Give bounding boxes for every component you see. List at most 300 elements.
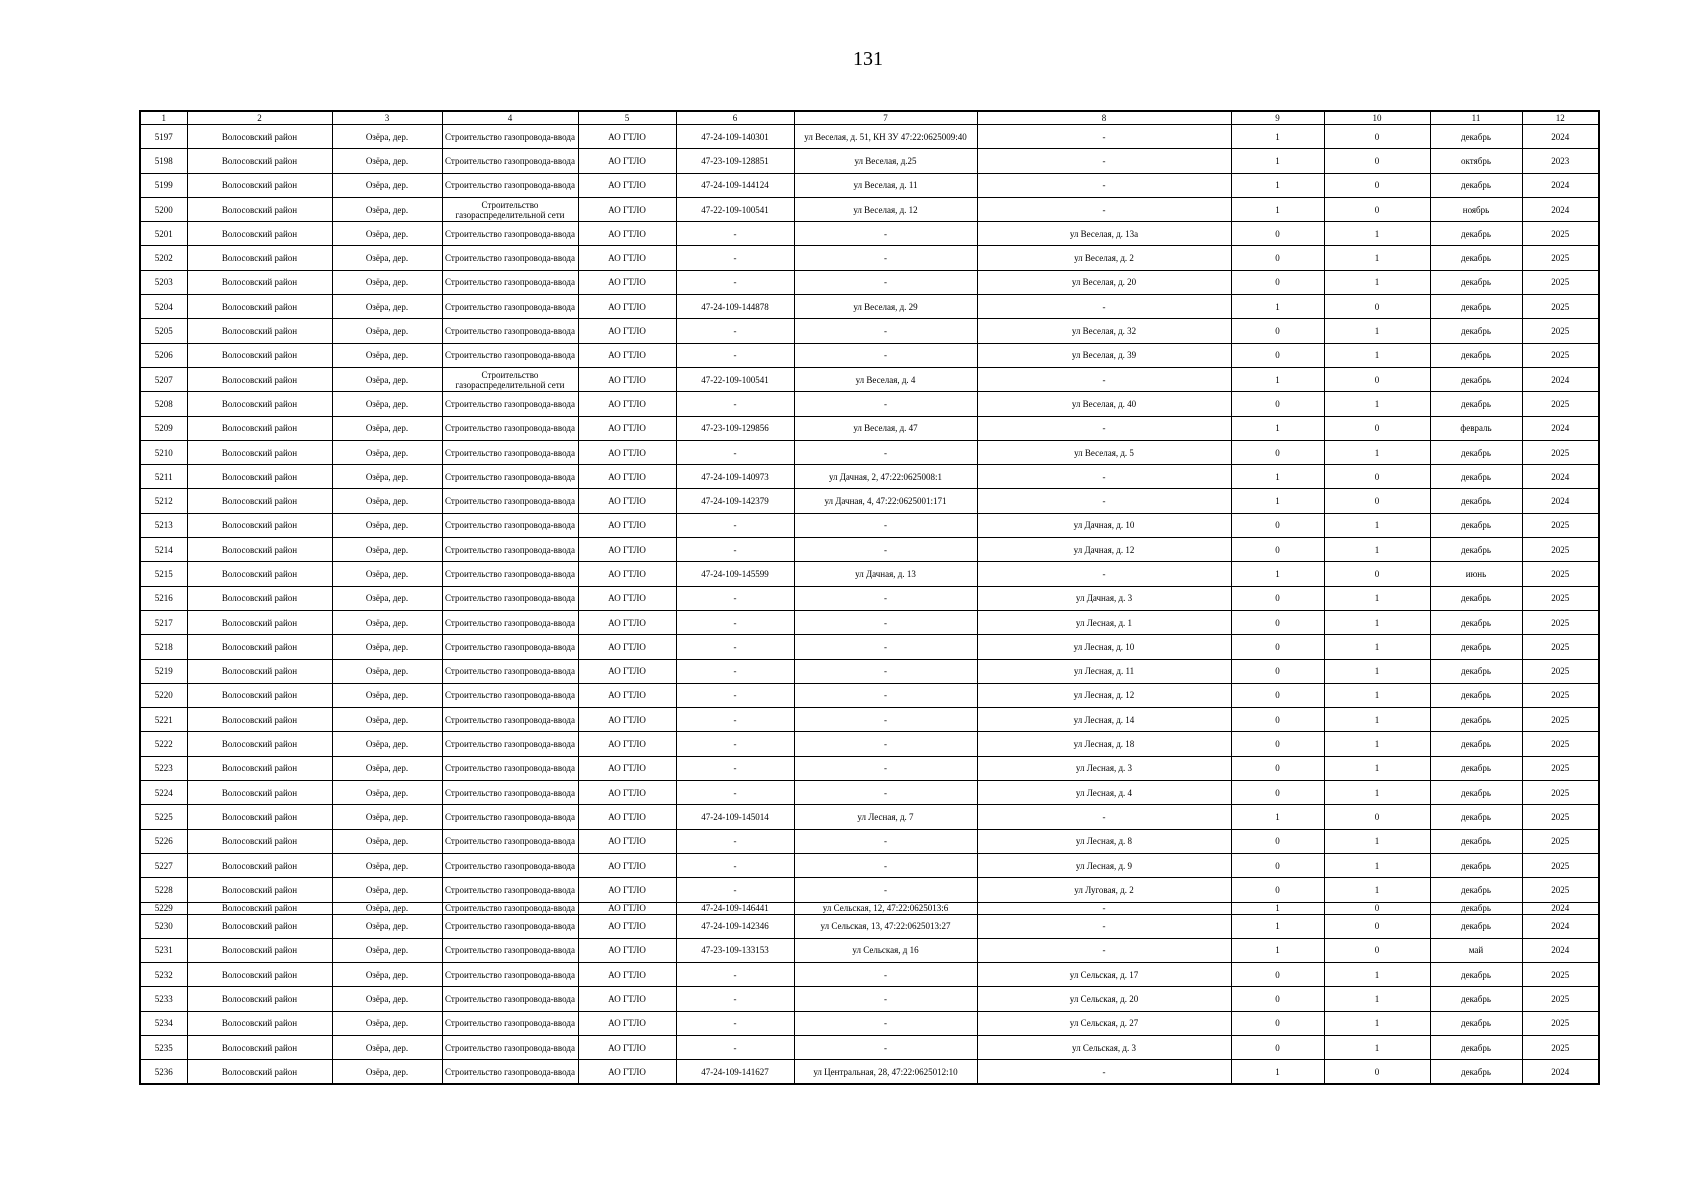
cell-count-planned: 1 xyxy=(1324,513,1430,537)
cell-address-permitted: ул Сельская, д 16 xyxy=(794,938,977,962)
cell-work-type: Строительство газопровода-ввода xyxy=(442,1060,578,1084)
cell-count-permitted: 0 xyxy=(1231,343,1324,367)
cell-work-type: Строительство газопровода-ввода xyxy=(442,635,578,659)
table-row xyxy=(140,635,1599,659)
cell-count-permitted: 0 xyxy=(1231,586,1324,610)
cell-row-number: 5226 xyxy=(140,829,187,853)
cell-work-type: Строительство газопровода-ввода xyxy=(442,914,578,938)
cell-settlement: Озёра, дер. xyxy=(332,319,442,343)
cell-district: Волосовский район xyxy=(187,295,332,319)
table-row xyxy=(140,367,1599,391)
cell-district: Волосовский район xyxy=(187,1060,332,1084)
cell-work-type: Строительство газопровода-ввода xyxy=(442,465,578,489)
cell-work-type: Строительство газопровода-ввода xyxy=(442,1035,578,1059)
page-number: 131 xyxy=(853,48,883,70)
cell-district: Волосовский район xyxy=(187,513,332,537)
cell-district: Волосовский район xyxy=(187,343,332,367)
cell-month: декабрь xyxy=(1430,683,1522,707)
cell-permit-number: 47-23-109-129856 xyxy=(676,416,794,440)
cell-work-type: Строительство газопровода-ввода xyxy=(442,222,578,246)
cell-year: 2025 xyxy=(1522,513,1599,537)
cell-row-number: 5228 xyxy=(140,878,187,902)
cell-count-permitted: 0 xyxy=(1231,781,1324,805)
cell-work-type: Строительство газораспределительной сети xyxy=(442,367,578,391)
cell-district: Волосовский район xyxy=(187,586,332,610)
cell-address-permitted: - xyxy=(794,829,977,853)
cell-work-type: Строительство газопровода-ввода xyxy=(442,343,578,367)
table-row xyxy=(140,562,1599,586)
cell-district: Волосовский район xyxy=(187,938,332,962)
cell-permit-number: - xyxy=(676,440,794,464)
table-row xyxy=(140,938,1599,962)
cell-month: февраль xyxy=(1430,416,1522,440)
cell-organization: АО ГТЛО xyxy=(578,805,676,829)
cell-organization: АО ГТЛО xyxy=(578,938,676,962)
cell-year: 2025 xyxy=(1522,246,1599,270)
cell-year: 2025 xyxy=(1522,829,1599,853)
cell-address-permitted: - xyxy=(794,878,977,902)
cell-year: 2025 xyxy=(1522,683,1599,707)
cell-address-planned: ул Сельская, д. 27 xyxy=(977,1011,1231,1035)
table-row xyxy=(140,781,1599,805)
cell-row-number: 5209 xyxy=(140,416,187,440)
cell-work-type: Строительство газопровода-ввода xyxy=(442,392,578,416)
cell-count-planned: 1 xyxy=(1324,659,1430,683)
cell-address-planned: ул Сельская, д. 17 xyxy=(977,963,1231,987)
column-header-8: 8 xyxy=(977,111,1231,125)
cell-year: 2025 xyxy=(1522,1035,1599,1059)
cell-month: декабрь xyxy=(1430,610,1522,634)
cell-month: декабрь xyxy=(1430,343,1522,367)
cell-month: декабрь xyxy=(1430,513,1522,537)
cell-count-planned: 0 xyxy=(1324,197,1430,221)
cell-organization: АО ГТЛО xyxy=(578,708,676,732)
cell-month: декабрь xyxy=(1430,538,1522,562)
cell-address-permitted: - xyxy=(794,635,977,659)
cell-count-planned: 1 xyxy=(1324,708,1430,732)
cell-row-number: 5221 xyxy=(140,708,187,732)
cell-count-permitted: 1 xyxy=(1231,938,1324,962)
cell-work-type: Строительство газопровода-ввода xyxy=(442,756,578,780)
cell-organization: АО ГТЛО xyxy=(578,416,676,440)
cell-organization: АО ГТЛО xyxy=(578,683,676,707)
cell-work-type: Строительство газопровода-ввода xyxy=(442,149,578,173)
cell-address-planned: ул Лесная, д. 1 xyxy=(977,610,1231,634)
cell-count-permitted: 0 xyxy=(1231,853,1324,877)
table-row xyxy=(140,805,1599,829)
table-row xyxy=(140,197,1599,221)
cell-organization: АО ГТЛО xyxy=(578,343,676,367)
cell-settlement: Озёра, дер. xyxy=(332,683,442,707)
cell-month: декабрь xyxy=(1430,173,1522,197)
cell-district: Волосовский район xyxy=(187,987,332,1011)
column-header-7: 7 xyxy=(794,111,977,125)
cell-row-number: 5207 xyxy=(140,367,187,391)
cell-district: Волосовский район xyxy=(187,1035,332,1059)
cell-month: декабрь xyxy=(1430,489,1522,513)
cell-address-permitted: - xyxy=(794,538,977,562)
cell-permit-number: - xyxy=(676,963,794,987)
cell-work-type: Строительство газопровода-ввода xyxy=(442,732,578,756)
cell-district: Волосовский район xyxy=(187,610,332,634)
cell-month: декабрь xyxy=(1430,756,1522,780)
cell-district: Волосовский район xyxy=(187,197,332,221)
cell-organization: АО ГТЛО xyxy=(578,635,676,659)
cell-row-number: 5220 xyxy=(140,683,187,707)
cell-year: 2024 xyxy=(1522,914,1599,938)
cell-permit-number: 47-24-109-146441 xyxy=(676,902,794,914)
cell-count-planned: 0 xyxy=(1324,465,1430,489)
cell-permit-number: - xyxy=(676,586,794,610)
cell-permit-number: - xyxy=(676,683,794,707)
cell-organization: АО ГТЛО xyxy=(578,465,676,489)
cell-settlement: Озёра, дер. xyxy=(332,416,442,440)
cell-address-permitted: ул Веселая, д. 47 xyxy=(794,416,977,440)
table-header xyxy=(140,111,1599,125)
cell-year: 2024 xyxy=(1522,465,1599,489)
cell-month: декабрь xyxy=(1430,635,1522,659)
cell-row-number: 5232 xyxy=(140,963,187,987)
cell-permit-number: - xyxy=(676,538,794,562)
cell-district: Волосовский район xyxy=(187,562,332,586)
cell-district: Волосовский район xyxy=(187,489,332,513)
cell-month: декабрь xyxy=(1430,222,1522,246)
cell-work-type: Строительство газопровода-ввода xyxy=(442,586,578,610)
cell-address-permitted: - xyxy=(794,586,977,610)
table-row xyxy=(140,319,1599,343)
cell-year: 2024 xyxy=(1522,416,1599,440)
cell-count-permitted: 1 xyxy=(1231,914,1324,938)
cell-permit-number: - xyxy=(676,732,794,756)
table-row xyxy=(140,853,1599,877)
cell-district: Волосовский район xyxy=(187,367,332,391)
cell-permit-number: 47-22-109-100541 xyxy=(676,197,794,221)
cell-year: 2025 xyxy=(1522,562,1599,586)
cell-row-number: 5219 xyxy=(140,659,187,683)
cell-count-permitted: 0 xyxy=(1231,732,1324,756)
cell-address-permitted: ул Дачная, 4, 47:22:0625001:171 xyxy=(794,489,977,513)
cell-row-number: 5199 xyxy=(140,173,187,197)
cell-count-permitted: 0 xyxy=(1231,878,1324,902)
cell-count-planned: 0 xyxy=(1324,149,1430,173)
cell-address-permitted: - xyxy=(794,732,977,756)
cell-address-planned: ул Лесная, д. 3 xyxy=(977,756,1231,780)
cell-settlement: Озёра, дер. xyxy=(332,1035,442,1059)
cell-organization: АО ГТЛО xyxy=(578,987,676,1011)
cell-district: Волосовский район xyxy=(187,149,332,173)
column-header-6: 6 xyxy=(676,111,794,125)
cell-permit-number: - xyxy=(676,392,794,416)
cell-address-planned: ул Лесная, д. 18 xyxy=(977,732,1231,756)
cell-permit-number: 47-24-109-140301 xyxy=(676,125,794,149)
cell-permit-number: 47-23-109-133153 xyxy=(676,938,794,962)
cell-address-planned: - xyxy=(977,367,1231,391)
cell-settlement: Озёра, дер. xyxy=(332,756,442,780)
cell-month: декабрь xyxy=(1430,878,1522,902)
cell-year: 2025 xyxy=(1522,659,1599,683)
cell-organization: АО ГТЛО xyxy=(578,902,676,914)
cell-address-permitted: - xyxy=(794,756,977,780)
cell-month: декабрь xyxy=(1430,319,1522,343)
cell-address-permitted: - xyxy=(794,440,977,464)
cell-permit-number: 47-24-109-140973 xyxy=(676,465,794,489)
cell-month: декабрь xyxy=(1430,914,1522,938)
cell-row-number: 5231 xyxy=(140,938,187,962)
table-row xyxy=(140,878,1599,902)
cell-address-planned: ул Лесная, д. 10 xyxy=(977,635,1231,659)
cell-row-number: 5230 xyxy=(140,914,187,938)
cell-district: Волосовский район xyxy=(187,853,332,877)
cell-count-planned: 0 xyxy=(1324,125,1430,149)
column-header-1: 1 xyxy=(140,111,187,125)
cell-permit-number: 47-24-109-142379 xyxy=(676,489,794,513)
cell-address-planned: - xyxy=(977,914,1231,938)
cell-organization: АО ГТЛО xyxy=(578,538,676,562)
cell-year: 2024 xyxy=(1522,125,1599,149)
cell-year: 2024 xyxy=(1522,489,1599,513)
cell-work-type: Строительство газопровода-ввода xyxy=(442,829,578,853)
cell-month: декабрь xyxy=(1430,125,1522,149)
cell-address-permitted: ул Дачная, 2, 47:22:0625008:1 xyxy=(794,465,977,489)
cell-row-number: 5214 xyxy=(140,538,187,562)
cell-row-number: 5210 xyxy=(140,440,187,464)
cell-month: июнь xyxy=(1430,562,1522,586)
cell-permit-number: - xyxy=(676,878,794,902)
cell-count-permitted: 1 xyxy=(1231,902,1324,914)
cell-row-number: 5224 xyxy=(140,781,187,805)
cell-count-planned: 0 xyxy=(1324,416,1430,440)
cell-settlement: Озёра, дер. xyxy=(332,805,442,829)
cell-count-permitted: 0 xyxy=(1231,987,1324,1011)
cell-settlement: Озёра, дер. xyxy=(332,853,442,877)
cell-count-planned: 1 xyxy=(1324,222,1430,246)
cell-address-planned: - xyxy=(977,173,1231,197)
cell-settlement: Озёра, дер. xyxy=(332,295,442,319)
cell-address-permitted: ул Сельская, 12, 47:22:0625013:6 xyxy=(794,902,977,914)
cell-row-number: 5218 xyxy=(140,635,187,659)
cell-address-planned: - xyxy=(977,295,1231,319)
column-header-2: 2 xyxy=(187,111,332,125)
cell-settlement: Озёра, дер. xyxy=(332,732,442,756)
cell-address-permitted: - xyxy=(794,246,977,270)
cell-count-permitted: 0 xyxy=(1231,222,1324,246)
table-row xyxy=(140,829,1599,853)
cell-organization: АО ГТЛО xyxy=(578,1011,676,1035)
cell-count-planned: 1 xyxy=(1324,781,1430,805)
cell-settlement: Озёра, дер. xyxy=(332,489,442,513)
cell-address-permitted: - xyxy=(794,963,977,987)
cell-address-permitted: - xyxy=(794,1011,977,1035)
cell-address-permitted: ул Лесная, д. 7 xyxy=(794,805,977,829)
cell-address-planned: - xyxy=(977,416,1231,440)
table-row xyxy=(140,489,1599,513)
column-header-5: 5 xyxy=(578,111,676,125)
cell-district: Волосовский район xyxy=(187,805,332,829)
cell-permit-number: 47-23-109-128851 xyxy=(676,149,794,173)
cell-organization: АО ГТЛО xyxy=(578,878,676,902)
cell-year: 2025 xyxy=(1522,610,1599,634)
cell-organization: АО ГТЛО xyxy=(578,781,676,805)
cell-year: 2025 xyxy=(1522,708,1599,732)
cell-month: декабрь xyxy=(1430,805,1522,829)
cell-month: декабрь xyxy=(1430,963,1522,987)
cell-work-type: Строительство газопровода-ввода xyxy=(442,246,578,270)
cell-permit-number: - xyxy=(676,246,794,270)
cell-work-type: Строительство газопровода-ввода xyxy=(442,781,578,805)
cell-count-planned: 1 xyxy=(1324,586,1430,610)
cell-settlement: Озёра, дер. xyxy=(332,465,442,489)
cell-month: декабрь xyxy=(1430,829,1522,853)
cell-organization: АО ГТЛО xyxy=(578,610,676,634)
cell-permit-number: - xyxy=(676,756,794,780)
cell-address-permitted: - xyxy=(794,853,977,877)
cell-district: Волосовский район xyxy=(187,683,332,707)
cell-address-planned: ул Веселая, д. 32 xyxy=(977,319,1231,343)
table-row xyxy=(140,683,1599,707)
cell-permit-number: - xyxy=(676,1011,794,1035)
cell-count-permitted: 1 xyxy=(1231,416,1324,440)
cell-address-permitted: - xyxy=(794,708,977,732)
cell-count-permitted: 1 xyxy=(1231,465,1324,489)
cell-row-number: 5234 xyxy=(140,1011,187,1035)
column-header-9: 9 xyxy=(1231,111,1324,125)
cell-address-planned: - xyxy=(977,562,1231,586)
cell-month: декабрь xyxy=(1430,295,1522,319)
cell-month: декабрь xyxy=(1430,1060,1522,1084)
cell-settlement: Озёра, дер. xyxy=(332,635,442,659)
cell-row-number: 5229 xyxy=(140,902,187,914)
cell-district: Волосовский район xyxy=(187,781,332,805)
cell-work-type: Строительство газопровода-ввода xyxy=(442,963,578,987)
cell-settlement: Озёра, дер. xyxy=(332,513,442,537)
cell-count-permitted: 1 xyxy=(1231,805,1324,829)
cell-district: Волосовский район xyxy=(187,222,332,246)
cell-row-number: 5205 xyxy=(140,319,187,343)
cell-count-permitted: 0 xyxy=(1231,659,1324,683)
cell-address-permitted: - xyxy=(794,610,977,634)
cell-work-type: Строительство газопровода-ввода xyxy=(442,902,578,914)
cell-year: 2025 xyxy=(1522,853,1599,877)
cell-organization: АО ГТЛО xyxy=(578,246,676,270)
cell-count-permitted: 0 xyxy=(1231,270,1324,294)
cell-district: Волосовский район xyxy=(187,270,332,294)
cell-district: Волосовский район xyxy=(187,538,332,562)
table-row xyxy=(140,987,1599,1011)
cell-address-permitted: - xyxy=(794,781,977,805)
cell-address-permitted: ул Веселая, д.25 xyxy=(794,149,977,173)
cell-count-planned: 0 xyxy=(1324,173,1430,197)
cell-year: 2025 xyxy=(1522,392,1599,416)
cell-permit-number: 47-24-109-144878 xyxy=(676,295,794,319)
cell-count-permitted: 1 xyxy=(1231,562,1324,586)
cell-address-permitted: ул Веселая, д. 4 xyxy=(794,367,977,391)
cell-count-planned: 1 xyxy=(1324,610,1430,634)
cell-work-type: Строительство газопровода-ввода xyxy=(442,562,578,586)
cell-address-permitted: - xyxy=(794,513,977,537)
cell-settlement: Озёра, дер. xyxy=(332,440,442,464)
cell-work-type: Строительство газопровода-ввода xyxy=(442,440,578,464)
cell-count-planned: 1 xyxy=(1324,635,1430,659)
cell-count-permitted: 1 xyxy=(1231,173,1324,197)
cell-address-permitted: - xyxy=(794,222,977,246)
cell-address-planned: ул Веселая, д. 2 xyxy=(977,246,1231,270)
cell-settlement: Озёра, дер. xyxy=(332,149,442,173)
cell-count-permitted: 0 xyxy=(1231,1035,1324,1059)
cell-count-planned: 0 xyxy=(1324,295,1430,319)
cell-count-planned: 1 xyxy=(1324,756,1430,780)
cell-district: Волосовский район xyxy=(187,914,332,938)
cell-organization: АО ГТЛО xyxy=(578,1035,676,1059)
table-row xyxy=(140,173,1599,197)
cell-permit-number: - xyxy=(676,319,794,343)
cell-organization: АО ГТЛО xyxy=(578,392,676,416)
cell-district: Волосовский район xyxy=(187,732,332,756)
cell-address-permitted: - xyxy=(794,319,977,343)
cell-count-permitted: 1 xyxy=(1231,149,1324,173)
cell-count-planned: 1 xyxy=(1324,319,1430,343)
cell-year: 2025 xyxy=(1522,319,1599,343)
table-row xyxy=(140,513,1599,537)
cell-organization: АО ГТЛО xyxy=(578,513,676,537)
cell-district: Волосовский район xyxy=(187,246,332,270)
cell-month: декабрь xyxy=(1430,732,1522,756)
cell-address-planned: ул Луговая, д. 2 xyxy=(977,878,1231,902)
cell-organization: АО ГТЛО xyxy=(578,222,676,246)
table-row xyxy=(140,914,1599,938)
table-row xyxy=(140,125,1599,149)
column-header-11: 11 xyxy=(1430,111,1522,125)
cell-count-permitted: 0 xyxy=(1231,513,1324,537)
cell-settlement: Озёра, дер. xyxy=(332,659,442,683)
cell-settlement: Озёра, дер. xyxy=(332,878,442,902)
cell-work-type: Строительство газопровода-ввода xyxy=(442,416,578,440)
cell-month: декабрь xyxy=(1430,987,1522,1011)
cell-count-permitted: 0 xyxy=(1231,246,1324,270)
cell-work-type: Строительство газопровода-ввода xyxy=(442,319,578,343)
cell-address-planned: - xyxy=(977,465,1231,489)
cell-row-number: 5236 xyxy=(140,1060,187,1084)
cell-organization: АО ГТЛО xyxy=(578,440,676,464)
cell-address-permitted: - xyxy=(794,659,977,683)
cell-count-planned: 1 xyxy=(1324,246,1430,270)
cell-permit-number: - xyxy=(676,781,794,805)
cell-year: 2024 xyxy=(1522,1060,1599,1084)
cell-count-planned: 1 xyxy=(1324,829,1430,853)
cell-count-permitted: 0 xyxy=(1231,392,1324,416)
cell-count-permitted: 0 xyxy=(1231,829,1324,853)
cell-organization: АО ГТЛО xyxy=(578,732,676,756)
cell-address-planned: ул Веселая, д. 39 xyxy=(977,343,1231,367)
column-header-3: 3 xyxy=(332,111,442,125)
registry-table xyxy=(139,110,1600,1085)
cell-year: 2025 xyxy=(1522,1011,1599,1035)
table-row xyxy=(140,1035,1599,1059)
cell-month: декабрь xyxy=(1430,465,1522,489)
cell-count-planned: 0 xyxy=(1324,805,1430,829)
cell-count-permitted: 0 xyxy=(1231,635,1324,659)
cell-district: Волосовский район xyxy=(187,173,332,197)
cell-count-planned: 1 xyxy=(1324,963,1430,987)
cell-year: 2025 xyxy=(1522,440,1599,464)
cell-settlement: Озёра, дер. xyxy=(332,963,442,987)
table-row xyxy=(140,586,1599,610)
cell-month: ноябрь xyxy=(1430,197,1522,221)
cell-month: декабрь xyxy=(1430,367,1522,391)
cell-row-number: 5203 xyxy=(140,270,187,294)
cell-settlement: Озёра, дер. xyxy=(332,829,442,853)
cell-address-planned: ул Веселая, д. 20 xyxy=(977,270,1231,294)
cell-row-number: 5200 xyxy=(140,197,187,221)
